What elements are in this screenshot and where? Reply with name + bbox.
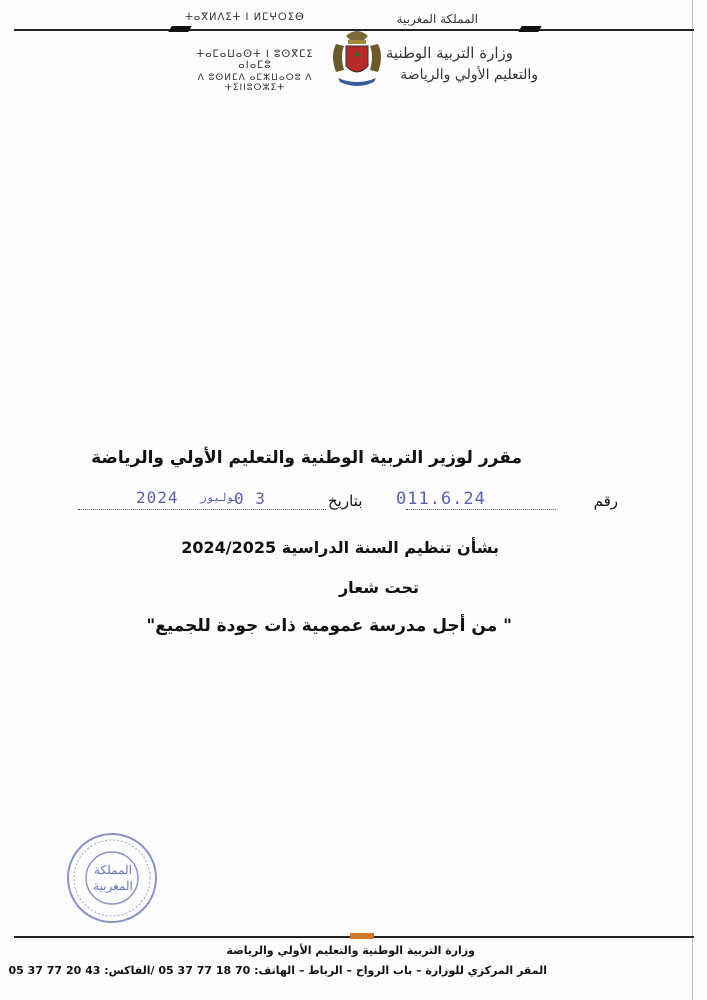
number-date-row — [78, 488, 618, 514]
footer-rule-accent — [350, 933, 374, 939]
kingdom-name-ar: المملكة المغربية — [396, 12, 478, 26]
ministry-name-ar-line1: وزارة التربية الوطنية — [385, 44, 513, 62]
header-rule-accent-left — [168, 26, 191, 32]
decree-title: مقرر لوزير التربية الوطنية والتعليم الأولي والرياضة — [91, 448, 522, 468]
number-stamp: 011.6.24 — [396, 489, 486, 509]
number-label: رقم — [593, 492, 618, 510]
header-rule-accent-right — [518, 26, 541, 32]
motto-label: تحت شعار — [338, 578, 419, 597]
seal-text-line1: المملكة — [94, 863, 132, 877]
ministry-tifinagh-line1: ⵜⴰⵎⴰⵡⴰⵙⵜ ⵏ ⵓⵙⴳⵎⵉ ⴰⵏⴰⵎⵓ — [196, 49, 314, 71]
date-stamp-day: 0 3 — [234, 489, 266, 508]
seal-center-text — [90, 862, 136, 894]
footer-address: المقر المركزي للوزارة – باب الرواح – الرباط – الهاتف: 70 18 77 37 05 /الفاكس: 43 20 77 37 05 — [8, 964, 547, 977]
ministry-tifinagh-line2: ⴷ ⵓⵙⵍⵎⴷ ⴰⵎⵣⵡⴰⵔⵓ ⴷ ⵜⵉⵏⵏⵓⵔⵣⵉⵜ — [197, 73, 313, 93]
decree-subject: بشأن تنظيم السنة الدراسية 2024/2025 — [181, 538, 499, 557]
page-edge-line — [692, 0, 693, 1000]
footer-ministry-name: وزارة التربية الوطنية والتعليم الأولي والرياضة — [226, 944, 475, 957]
coat-of-arms-emblem — [324, 26, 390, 92]
seal-text-line2: المغربية — [93, 879, 133, 893]
date-label: بتاريخ — [328, 492, 363, 510]
ministry-name-ar-line2: والتعليم الأولي والرياضة — [400, 67, 538, 83]
date-stamp-year: 2024 — [136, 488, 179, 507]
motto-text: " من أجل مدرسة عمومية ذات جودة للجميع" — [146, 616, 512, 636]
date-stamp-month: يوليوز — [200, 491, 240, 504]
kingdom-tifinagh: ⵜⴰⴳⵍⴷⵉⵜ ⵏ ⵍⵎⵖⵔⵉⴱ — [185, 12, 305, 23]
